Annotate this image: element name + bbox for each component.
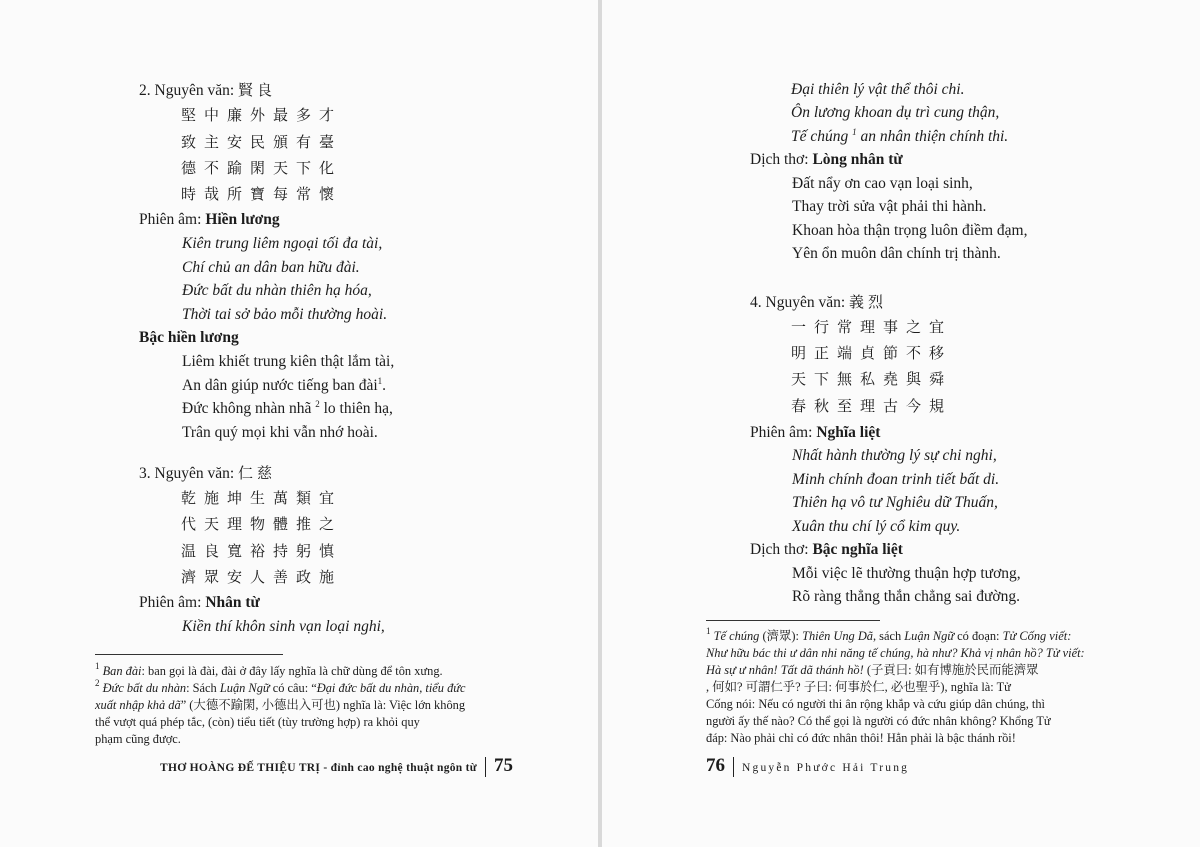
right-footer — [706, 755, 909, 777]
poem3-han-line-3: 温良寬裕持躬慎 — [181, 542, 343, 560]
right-page — [602, 0, 1200, 847]
footnote-rule — [706, 620, 880, 621]
poem2-han-line-4: 時哉所寶每常懷 — [181, 185, 343, 203]
poem4-dich-heading: Dịch thơ: Bậc nghĩa liệt — [750, 541, 903, 558]
poem2-han-line-1: 堅中廉外最多才 — [181, 106, 343, 124]
footnote-right: $^1$ Tế chúng (濟眾): Thiên Ung Dã, sách Luận Ngữ có đoạn: Tử Cống viết: Như hữu bác thi ư dân nhi năng tế chúng, hà như? Khả vị nhân hồ? Tử viết: Hà sự ư nhân! Tất dã thánh hồ! (子貢曰: 如有博施於民而能濟眾 , 何如? 可謂仁乎? 子曰: 何事於仁, 必也聖乎), nghĩa là: Tử Cống nói: Nếu có người thi ân rộng khắp và cứu giúp dân chúng, thì người ấy thế nào? Có thể gọi là người có đức nhân không? Khổng Tử đáp: Nào phải chỉ có đức nhân thôi! Hẳn phải là bậc thánh rồi! — [706, 626, 1085, 745]
poem4-han-line-3: 天下無私堯與舜 — [791, 370, 953, 388]
poem2-dich-heading: Bậc hiền lương — [139, 329, 239, 346]
poem4-han-line-2: 明正端貞節不移 — [791, 344, 953, 362]
poem3-dich-line-2: Thay trời sửa vật phải thi hành. — [792, 198, 987, 215]
poem4-han-line-1: 一行常理事之宜 — [791, 318, 953, 336]
poem3-han-line-4: 濟眾安人善政施 — [181, 568, 343, 586]
poem2-phien-line-2: Chí chủ an dân ban hữu đài. — [182, 259, 360, 276]
poem3-dich-line-1: Đất nẩy ơn cao vạn loại sinh, — [792, 175, 973, 192]
page-number-right: 76 — [706, 755, 725, 776]
poem2-dich-line-2: An dân giúp nước tiếng ban đài$^1$. — [182, 376, 387, 394]
poem4-phien-line-1: Nhất hành thường lý sự chi nghi, — [792, 447, 997, 464]
poem3-phien-line-1: Kiền thí khôn sinh vạn loại nghi, — [182, 618, 385, 635]
page-number-left: 75 — [494, 755, 513, 776]
poem2-phien-line-3: Đức bất du nhàn thiên hạ hóa, — [182, 282, 372, 299]
poem3-han-line-1: 乾施坤生萬類宜 — [181, 489, 343, 507]
running-head-right: Nguyễn Phước Hải Trung — [742, 762, 910, 774]
poem2-dich-line-3: Đức không nhàn nhã $^2$ lo thiên hạ, — [182, 399, 393, 417]
poem4-dich-line-1: Mỗi việc lẽ thường thuận hợp tương, — [792, 565, 1021, 582]
footer-divider — [733, 757, 734, 777]
poem4-han-line-4: 春秋至理古今規 — [791, 397, 953, 415]
poem2-heading: 2. Nguyên văn: 賢良 — [139, 81, 277, 99]
poem3-phien-line-4: Tế chúng $^1$ an nhân thiện chính thi. — [791, 127, 1009, 145]
poem3-phien-heading: Phiên âm: Nhân từ — [139, 594, 260, 611]
poem3-dich-line-3: Khoan hòa thận trọng luôn điềm đạm, — [792, 222, 1028, 239]
left-page — [0, 0, 598, 847]
poem2-phien-line-1: Kiên trung liêm ngoại tối đa tài, — [182, 235, 383, 252]
poem3-phien-line-3: Ôn lương khoan dụ trì cung thận, — [791, 104, 1000, 121]
poem2-dich-line-4: Trân quý mọi khi vẫn nhớ hoài. — [182, 424, 378, 441]
poem3-han-line-2: 代天理物體推之 — [181, 515, 343, 533]
left-footer — [160, 755, 513, 777]
footnotes-left: $^1$ Ban đài: ban gọi là đài, đài ở đây lấy nghĩa là chữ dùng để tôn xưng. $^2$ Đức bất du nhàn: Sách Luận Ngữ có câu: “Đại đức bất du nhàn, tiểu đức xuất nhập khả dã” (大德不踰閑, 小德出入可也) nghĩa là: Việc lớn không thể vượt quá phép tắc, (còn) tiểu tiết (tùy trường hợp) ra khỏi quy phạm cũng được. — [95, 663, 495, 748]
poem3-dich-heading: Dịch thơ: Lòng nhân từ — [750, 151, 903, 168]
poem3-heading: 3. Nguyên văn: 仁慈 — [139, 464, 277, 482]
footnote-2: $^2$ Đức bất du nhàn: Sách Luận Ngữ có câu: “Đại đức bất du nhàn, tiểu đức — [95, 678, 466, 695]
poem2-phien-line-4: Thời tai sở bảo mỗi thường hoài. — [182, 306, 388, 323]
running-head-left: THƠ HOÀNG ĐẾ THIỆU TRỊ - đỉnh cao nghệ thuật ngôn từ — [160, 762, 477, 774]
poem2-dich-line-1: Liêm khiết trung kiên thật lắm tài, — [182, 353, 395, 370]
poem2-title-han: 賢良 — [238, 81, 277, 99]
poem3-phien-line-2: Đại thiên lý vật thể thôi chi. — [791, 81, 965, 98]
poem4-title-han: 義烈 — [849, 293, 888, 311]
poem2-han-line-3: 德不踰閑天下化 — [181, 159, 343, 177]
poem3-title-han: 仁慈 — [238, 464, 277, 482]
poem4-dich-line-2: Rõ ràng thẳng thắn chẳng sai đường. — [792, 588, 1020, 605]
poem2-phien-heading: Phiên âm: Hiền lương — [139, 211, 280, 228]
footer-divider — [485, 757, 486, 777]
poem3-dich-line-4: Yên ổn muôn dân chính trị thành. — [792, 245, 1001, 262]
poem4-heading: 4. Nguyên văn: 義烈 — [750, 293, 888, 311]
footnote-ref-2: 2 — [315, 399, 320, 409]
footnote-ref-1: 1 — [377, 376, 383, 386]
poem4-phien-line-2: Minh chính đoan trinh tiết bất di. — [792, 471, 1000, 488]
poem4-phien-line-4: Xuân thu chí lý cổ kim quy. — [792, 518, 961, 535]
poem4-phien-heading: Phiên âm: Nghĩa liệt — [750, 424, 881, 441]
poem2-han-line-2: 致主安民頒有臺 — [181, 133, 343, 151]
footnote-rule — [95, 654, 283, 655]
footnote-1: $^1$ Ban đài: ban gọi là đài, đài ở đây lấy nghĩa là chữ dùng để tôn xưng. — [95, 661, 443, 678]
poem4-phien-line-3: Thiên hạ vô tư Nghiêu dữ Thuấn, — [792, 494, 998, 511]
footnote-ref-1: 1 — [852, 127, 857, 137]
